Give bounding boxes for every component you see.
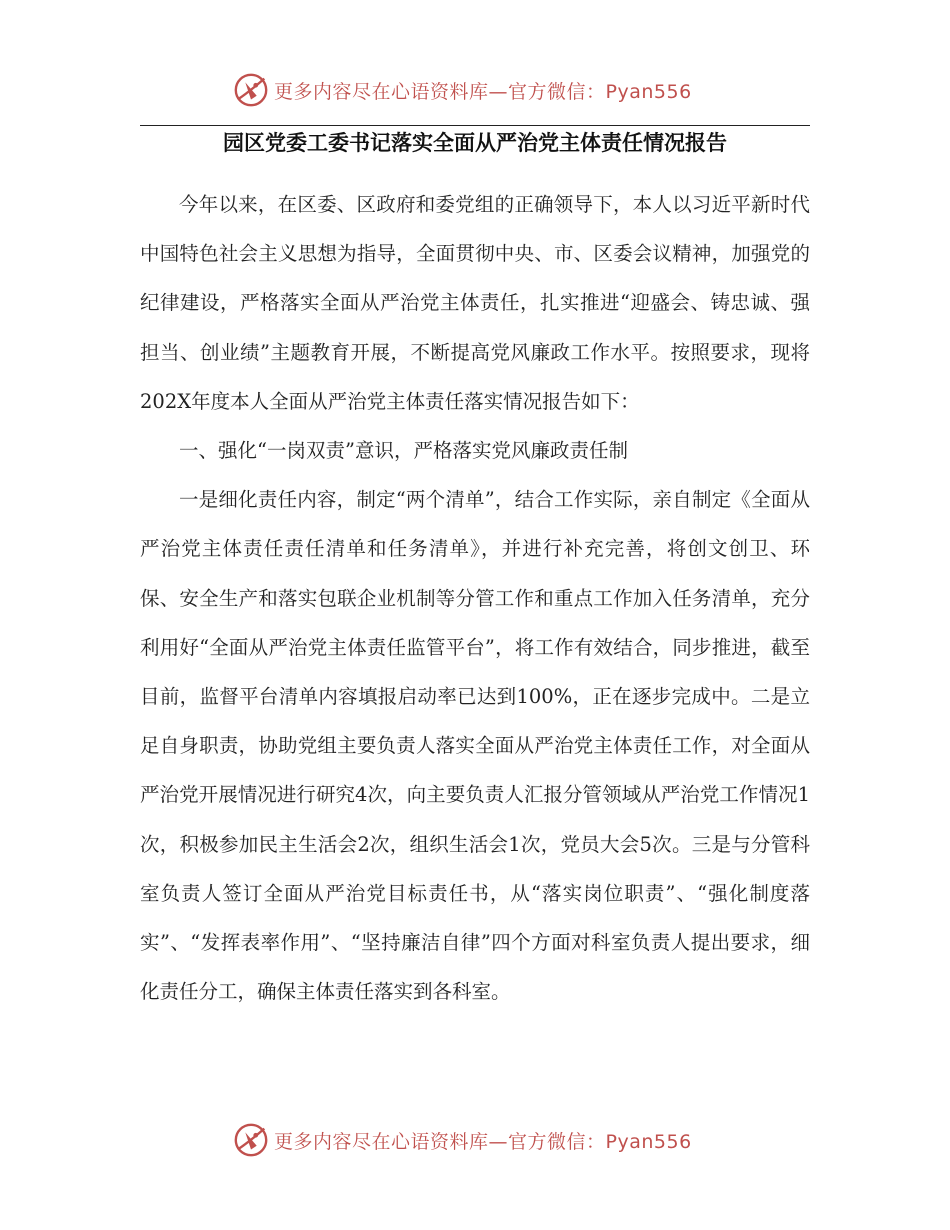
banner-account: Pyan556: [605, 1130, 692, 1153]
paragraph-intro: 今年以来，在区委、区政府和委党组的正确领导下，本人以习近平新时代中国特色社会主义思想为指导，全面贯彻中央、市、区委会议精神，加强党的纪律建设，严格落实全面从严治党主体责任，扎实推进“迎盛会、铸忠诚、强担当、创业绩”主题教育开展，不断提高党风廉政工作水平。按照要求，现将202X年度本人全面从严治党主体责任落实情况报告如下：: [140, 193, 810, 413]
banner-text: 更多内容尽在心语资料库—官方微信：Pyan556: [274, 1130, 692, 1153]
document-body: [140, 180, 810, 1016]
pen-logo-icon: [232, 71, 270, 109]
banner-text: 更多内容尽在心语资料库—官方微信：Pyan556: [274, 80, 692, 103]
footer-banner: [232, 1120, 732, 1160]
pen-logo-icon: [232, 1121, 270, 1159]
document-title: 园区党委工委书记落实全面从严治党主体责任情况报告: [223, 130, 727, 155]
section-heading: 一、强化“一岗双责”意识，严格落实党风廉政责任制: [179, 439, 628, 463]
header-banner: [232, 70, 732, 110]
header-rule: [140, 125, 810, 126]
banner-account: Pyan556: [605, 80, 692, 103]
paragraph-details: 一是细化责任内容，制定“两个清单”，结合工作实际，亲自制定《全面从严治党主体责任责任清单和任务清单》，并进行补充完善，将创文创卫、环保、安全生产和落实包联企业机制等分管工作和重点工作加入任务清单，充分利用好“全面从严治党主体责任监管平台”，将工作有效结合，同步推进，截至目前，监督平台清单内容填报启动率已达到100%，正在逐步完成中。二是立足自身职责，协助党组主要负责人落实全面从严治党主体责任工作，对全面从严治党开展情况进行研究4次，向主要负责人汇报分管领域从严治党工作情况1次，积极参加民主生活会2次，组织生活会1次，党员大会5次。三是与分管科室负责人签订全面从严治党目标责任书，从“落实岗位职责”、“强化制度落实”、“发挥表率作用”、“坚持廉洁自律”四个方面对科室负责人提出要求，细化责任分工，确保主体责任落实到各科室。: [140, 488, 810, 1004]
